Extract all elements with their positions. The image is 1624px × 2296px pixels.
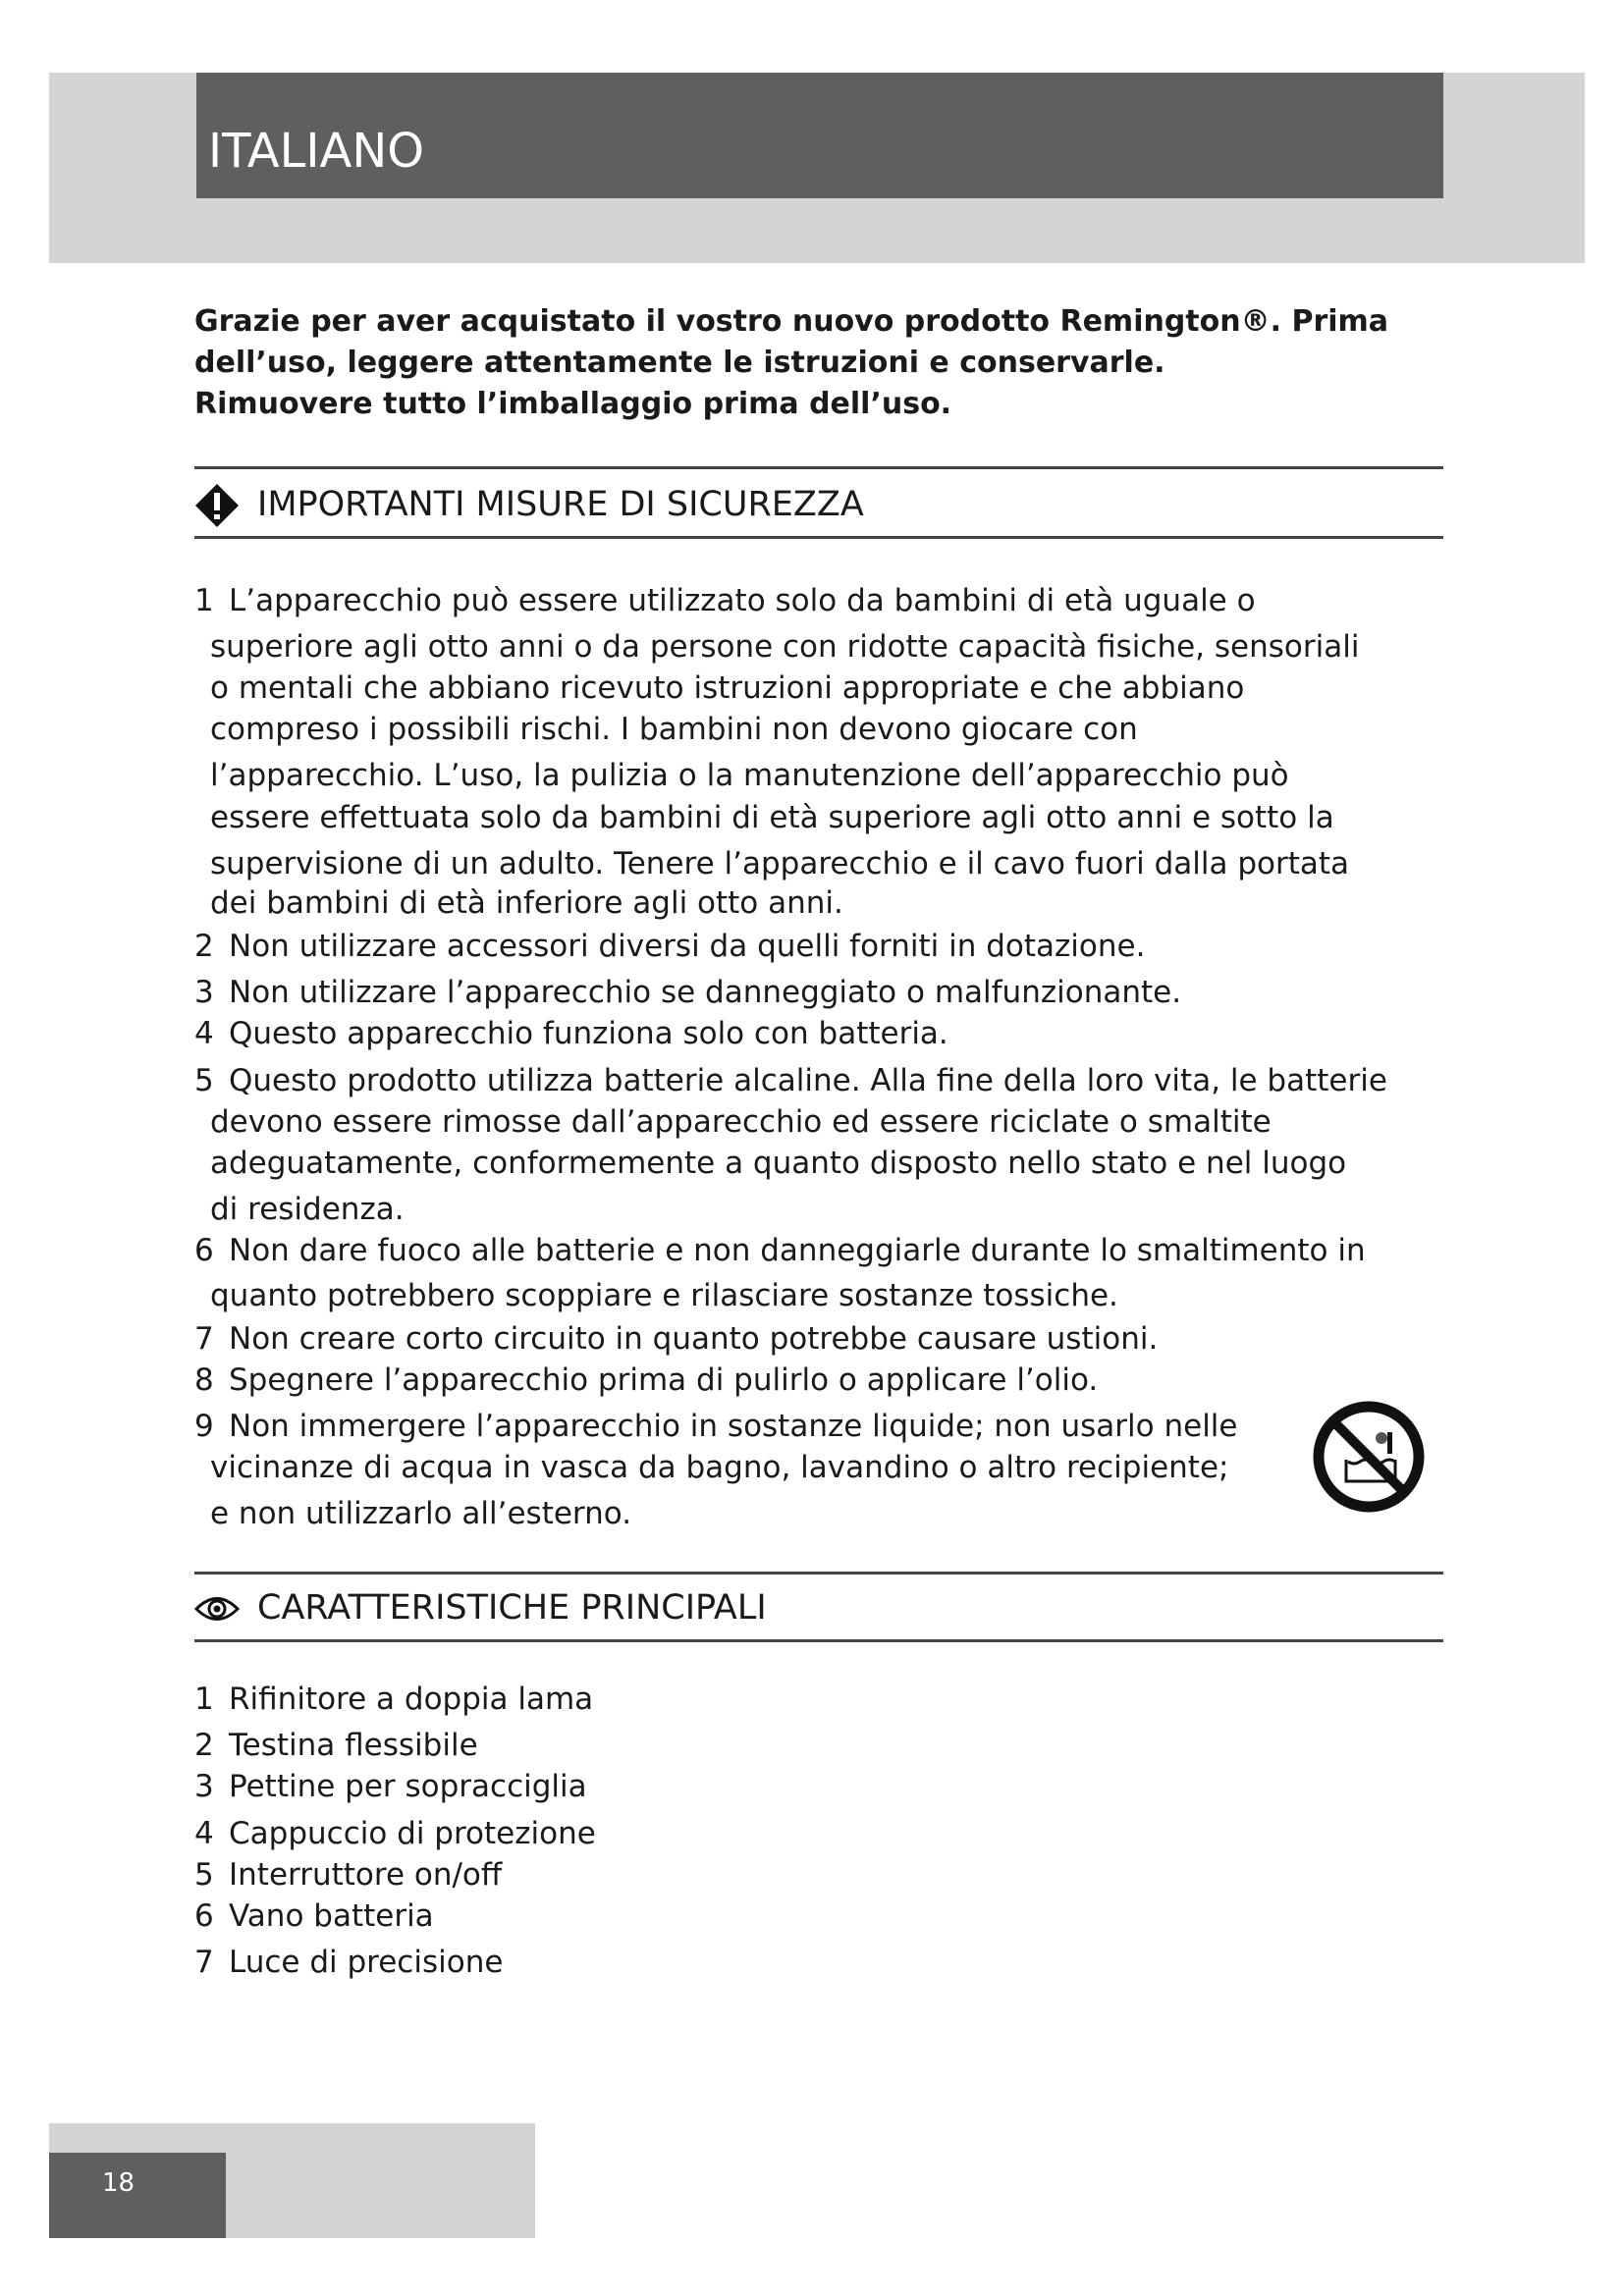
list-item-text: vicinanze di acqua in vasca da bagno, lavandino o altro recipiente; [210,1450,1229,1485]
list-item-text: Rifinitore a doppia lama [229,1682,594,1717]
list-item-number: 5 [194,1857,214,1893]
list-item-number: 2 [194,929,214,964]
features-heading [194,1586,767,1629]
list-item-number: 6 [194,1233,214,1268]
list-item-text: devono essere rimosse dall’apparecchio ed essere riciclate o smaltite [210,1104,1272,1140]
list-item-text: Luce di precisione [229,1945,504,1980]
list-item-text: Spegnere l’apparecchio prima di pulirlo o applicare l’olio. [229,1362,1099,1398]
list-item-text: L’apparecchio può essere utilizzato solo da bambini di età uguale o [229,583,1256,618]
list-item-number: 9 [194,1409,214,1444]
list-item-text: Non creare corto circuito in quanto potrebbe causare ustioni. [229,1321,1159,1357]
no-immersion-icon [1311,1399,1427,1515]
list-item-text: adeguatamente, conformemente a quanto disposto nello stato e nel luogo [210,1146,1347,1181]
list-item-text: o mentali che abbiano ricevuto istruzioni appropriate e che abbiano [210,670,1245,706]
page-number: 18 [102,2168,135,2198]
list-item-number: 3 [194,1769,214,1804]
list-item-text: Vano batteria [229,1898,434,1934]
intro-line: dell’uso, leggere attentamente le istruzioni e conservarle. [194,346,1165,380]
warning-icon [194,483,240,528]
list-item-text: quanto potrebbero scoppiare e rilasciare sostanze tossiche. [210,1278,1118,1313]
list-item-text: supervisione di un adulto. Tenere l’apparecchio e il cavo fuori dalla portata [210,846,1350,881]
list-item-number: 4 [194,1016,214,1051]
list-item-text: Questo apparecchio funziona solo con batteria. [229,1016,948,1051]
list-item-text: e non utilizzarlo all’esterno. [210,1496,632,1531]
list-item-text: superiore agli otto anni o da persone con ridotte capacità fisiche, sensoriali [210,629,1360,665]
list-item-number: 3 [194,975,214,1010]
list-item-text: Non dare fuoco alle batterie e non danneggiarle durante lo smaltimento in [229,1233,1366,1268]
list-item-text: essere effettuata solo da bambini di età superiore agli otto anni e sotto la [210,800,1334,835]
list-item-text: Interruttore on/off [229,1857,503,1893]
list-item-number: 8 [194,1362,214,1398]
list-item-number: 4 [194,1816,214,1851]
page-title: ITALIANO [208,124,425,179]
divider [194,466,1443,469]
intro-line: Grazie per aver acquistato il vostro nuovo prodotto Remington®. Prima [194,304,1389,339]
list-item-number: 1 [194,1682,214,1717]
list-item-text: Pettine per sopracciglia [229,1769,587,1804]
list-item-text: Cappuccio di protezione [229,1816,596,1851]
list-item-number: 1 [194,583,214,618]
list-item-number: 2 [194,1728,214,1763]
list-item-text: Non utilizzare accessori diversi da quelli forniti in dotazione. [229,929,1146,964]
safety-heading-text: IMPORTANTI MISURE DI SICUREZZA [257,485,864,524]
list-item-number: 7 [194,1945,214,1980]
divider [194,536,1443,539]
list-item-text: di residenza. [210,1192,405,1227]
list-item-text: Questo prodotto utilizza batterie alcaline. Alla fine della loro vita, le batterie [229,1063,1387,1098]
footer-page-box [49,2153,226,2238]
list-item-text: Non immergere l’apparecchio in sostanze liquide; non usarlo nelle [229,1409,1238,1444]
list-item-text: Non utilizzare l’apparecchio se danneggiato o malfunzionante. [229,975,1182,1010]
list-item-text: Testina flessibile [229,1728,478,1763]
features-heading-text: CARATTERISTICHE PRINCIPALI [257,1588,767,1628]
list-item-number: 7 [194,1321,214,1357]
list-item-text: dei bambini di età inferiore agli otto anni. [210,885,843,921]
list-item-text: compreso i possibili rischi. I bambini non devono giocare con [210,712,1138,747]
safety-heading [194,483,864,528]
divider [194,1639,1443,1642]
list-item-text: l’apparecchio. L’uso, la pulizia o la manutenzione dell’apparecchio può [210,758,1289,793]
list-item-number: 6 [194,1898,214,1934]
list-item-number: 5 [194,1063,214,1098]
intro-line: Rimuovere tutto l’imballaggio prima dell’uso. [194,387,952,421]
eye-icon [194,1594,240,1624]
header-title-box [196,73,1443,198]
divider [194,1572,1443,1575]
